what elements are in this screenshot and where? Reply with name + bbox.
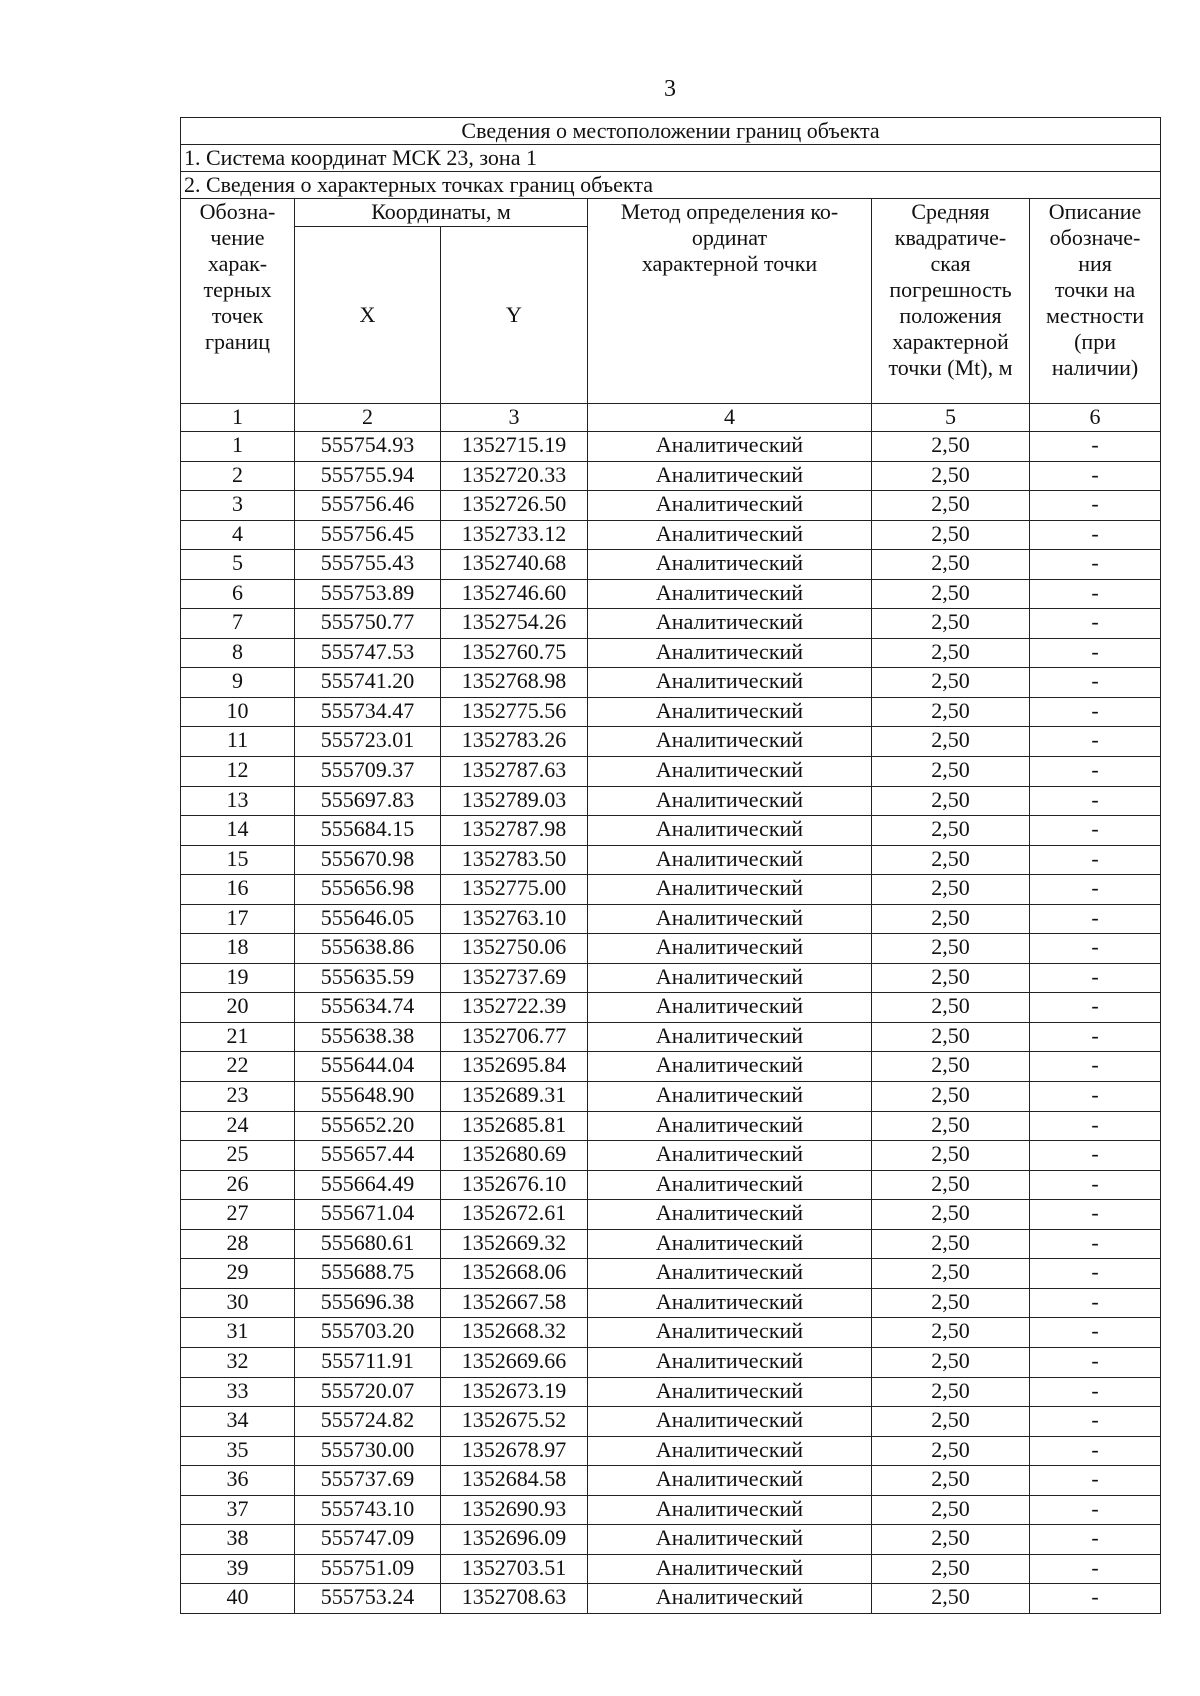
x-coordinate-cell: 555652.20 <box>295 1111 441 1141</box>
error-cell: 2,50 <box>872 934 1030 964</box>
point-number-cell: 6 <box>181 579 295 609</box>
y-coordinate-cell: 1352676.10 <box>441 1170 588 1200</box>
y-coordinate-cell: 1352668.06 <box>441 1259 588 1289</box>
error-cell: 2,50 <box>872 1200 1030 1230</box>
table-row <box>181 816 1161 846</box>
method-cell: Аналитический <box>588 1022 872 1052</box>
table-row <box>181 786 1161 816</box>
point-number-cell: 3 <box>181 491 295 521</box>
x-coordinate-cell: 555697.83 <box>295 786 441 816</box>
error-cell: 2,50 <box>872 757 1030 787</box>
method-cell: Аналитический <box>588 1229 872 1259</box>
y-coordinate-cell: 1352783.26 <box>441 727 588 757</box>
description-cell: - <box>1030 1377 1161 1407</box>
table-row <box>181 520 1161 550</box>
y-coordinate-cell: 1352775.56 <box>441 697 588 727</box>
x-coordinate-cell: 555680.61 <box>295 1229 441 1259</box>
description-cell: - <box>1030 875 1161 905</box>
coordinate-system-line: 1. Система координат МСК 23, зона 1 <box>181 145 1161 172</box>
description-cell: - <box>1030 1259 1161 1289</box>
error-cell: 2,50 <box>872 816 1030 846</box>
x-coordinate-cell: 555720.07 <box>295 1377 441 1407</box>
error-cell: 2,50 <box>872 579 1030 609</box>
y-coordinate-cell: 1352669.66 <box>441 1347 588 1377</box>
point-number-cell: 16 <box>181 875 295 905</box>
x-coordinate-cell: 555638.38 <box>295 1022 441 1052</box>
point-number-cell: 7 <box>181 609 295 639</box>
y-coordinate-cell: 1352669.32 <box>441 1229 588 1259</box>
method-cell: Аналитический <box>588 668 872 698</box>
x-coordinate-cell: 555730.00 <box>295 1436 441 1466</box>
method-cell: Аналитический <box>588 1082 872 1112</box>
point-number-cell: 29 <box>181 1259 295 1289</box>
error-cell: 2,50 <box>872 1436 1030 1466</box>
x-coordinate-cell: 555756.46 <box>295 491 441 521</box>
method-cell: Аналитический <box>588 579 872 609</box>
method-cell: Аналитический <box>588 904 872 934</box>
x-coordinate-cell: 555648.90 <box>295 1082 441 1112</box>
point-number-cell: 24 <box>181 1111 295 1141</box>
x-coordinate-cell: 555741.20 <box>295 668 441 698</box>
description-cell: - <box>1030 904 1161 934</box>
method-cell: Аналитический <box>588 993 872 1023</box>
table-row <box>181 1141 1161 1171</box>
header-y: Y <box>441 227 588 404</box>
table-row <box>181 491 1161 521</box>
error-cell: 2,50 <box>872 875 1030 905</box>
y-coordinate-cell: 1352678.97 <box>441 1436 588 1466</box>
column-number: 4 <box>588 404 872 432</box>
point-number-cell: 39 <box>181 1554 295 1584</box>
table-row <box>181 1554 1161 1584</box>
y-coordinate-cell: 1352673.19 <box>441 1377 588 1407</box>
point-number-cell: 33 <box>181 1377 295 1407</box>
x-coordinate-cell: 555747.09 <box>295 1525 441 1555</box>
table-row <box>181 1466 1161 1496</box>
description-cell: - <box>1030 579 1161 609</box>
column-number: 6 <box>1030 404 1161 432</box>
error-cell: 2,50 <box>872 727 1030 757</box>
x-coordinate-cell: 555724.82 <box>295 1407 441 1437</box>
error-cell: 2,50 <box>872 1141 1030 1171</box>
table-row <box>181 432 1161 462</box>
y-coordinate-cell: 1352726.50 <box>441 491 588 521</box>
y-coordinate-cell: 1352675.52 <box>441 1407 588 1437</box>
x-coordinate-cell: 555644.04 <box>295 1052 441 1082</box>
table-row <box>181 1525 1161 1555</box>
description-cell: - <box>1030 1200 1161 1230</box>
point-number-cell: 2 <box>181 461 295 491</box>
x-coordinate-cell: 555638.86 <box>295 934 441 964</box>
header-point-designation: Обозна- чение харак- терных точек границ <box>181 199 295 404</box>
x-coordinate-cell: 555703.20 <box>295 1318 441 1348</box>
x-coordinate-cell: 555709.37 <box>295 757 441 787</box>
error-cell: 2,50 <box>872 432 1030 462</box>
point-number-cell: 37 <box>181 1495 295 1525</box>
x-coordinate-cell: 555646.05 <box>295 904 441 934</box>
point-number-cell: 40 <box>181 1584 295 1614</box>
description-cell: - <box>1030 1022 1161 1052</box>
point-number-cell: 26 <box>181 1170 295 1200</box>
table-row <box>181 1436 1161 1466</box>
method-cell: Аналитический <box>588 1466 872 1496</box>
error-cell: 2,50 <box>872 1495 1030 1525</box>
description-cell: - <box>1030 963 1161 993</box>
point-number-cell: 21 <box>181 1022 295 1052</box>
x-coordinate-cell: 555657.44 <box>295 1141 441 1171</box>
description-cell: - <box>1030 1525 1161 1555</box>
x-coordinate-cell: 555753.24 <box>295 1584 441 1614</box>
method-cell: Аналитический <box>588 697 872 727</box>
method-cell: Аналитический <box>588 1347 872 1377</box>
description-cell: - <box>1030 1170 1161 1200</box>
x-coordinate-cell: 555743.10 <box>295 1495 441 1525</box>
x-coordinate-cell: 555684.15 <box>295 816 441 846</box>
y-coordinate-cell: 1352740.68 <box>441 550 588 580</box>
point-number-cell: 12 <box>181 757 295 787</box>
point-number-cell: 34 <box>181 1407 295 1437</box>
characteristic-points-line: 2. Сведения о характерных точках границ объекта <box>181 172 1161 199</box>
y-coordinate-cell: 1352775.00 <box>441 875 588 905</box>
point-number-cell: 13 <box>181 786 295 816</box>
method-cell: Аналитический <box>588 1407 872 1437</box>
x-coordinate-cell: 555755.43 <box>295 550 441 580</box>
method-cell: Аналитический <box>588 727 872 757</box>
point-number-cell: 36 <box>181 1466 295 1496</box>
method-cell: Аналитический <box>588 1200 872 1230</box>
table-row <box>181 550 1161 580</box>
y-coordinate-cell: 1352737.69 <box>441 963 588 993</box>
point-number-cell: 18 <box>181 934 295 964</box>
description-cell: - <box>1030 845 1161 875</box>
table-row <box>181 1259 1161 1289</box>
error-cell: 2,50 <box>872 1466 1030 1496</box>
header-method: Метод определения ко- ординат характерной точки <box>588 199 872 404</box>
point-number-cell: 32 <box>181 1347 295 1377</box>
x-coordinate-cell: 555670.98 <box>295 845 441 875</box>
table-row <box>181 1022 1161 1052</box>
y-coordinate-cell: 1352690.93 <box>441 1495 588 1525</box>
column-number: 3 <box>441 404 588 432</box>
x-coordinate-cell: 555635.59 <box>295 963 441 993</box>
description-cell: - <box>1030 491 1161 521</box>
description-cell: - <box>1030 461 1161 491</box>
column-number: 1 <box>181 404 295 432</box>
table-row <box>181 461 1161 491</box>
table-row <box>181 1111 1161 1141</box>
error-cell: 2,50 <box>872 491 1030 521</box>
description-cell: - <box>1030 786 1161 816</box>
method-cell: Аналитический <box>588 875 872 905</box>
method-cell: Аналитический <box>588 1495 872 1525</box>
description-cell: - <box>1030 520 1161 550</box>
table-row <box>181 668 1161 698</box>
error-cell: 2,50 <box>872 1525 1030 1555</box>
method-cell: Аналитический <box>588 1436 872 1466</box>
error-cell: 2,50 <box>872 786 1030 816</box>
method-cell: Аналитический <box>588 1111 872 1141</box>
x-coordinate-cell: 555634.74 <box>295 993 441 1023</box>
header-coordinates: Координаты, м <box>295 199 588 227</box>
point-number-cell: 1 <box>181 432 295 462</box>
column-number: 5 <box>872 404 1030 432</box>
y-coordinate-cell: 1352733.12 <box>441 520 588 550</box>
x-coordinate-cell: 555747.53 <box>295 638 441 668</box>
description-cell: - <box>1030 668 1161 698</box>
error-cell: 2,50 <box>872 1584 1030 1614</box>
x-coordinate-cell: 555723.01 <box>295 727 441 757</box>
method-cell: Аналитический <box>588 1288 872 1318</box>
error-cell: 2,50 <box>872 609 1030 639</box>
description-cell: - <box>1030 1407 1161 1437</box>
description-cell: - <box>1030 1052 1161 1082</box>
error-cell: 2,50 <box>872 904 1030 934</box>
x-coordinate-cell: 555734.47 <box>295 697 441 727</box>
table-row <box>181 638 1161 668</box>
y-coordinate-cell: 1352708.63 <box>441 1584 588 1614</box>
point-number-cell: 23 <box>181 1082 295 1112</box>
table-row <box>181 579 1161 609</box>
error-cell: 2,50 <box>872 993 1030 1023</box>
method-cell: Аналитический <box>588 550 872 580</box>
point-number-cell: 30 <box>181 1288 295 1318</box>
error-cell: 2,50 <box>872 1554 1030 1584</box>
point-number-cell: 38 <box>181 1525 295 1555</box>
table-row <box>181 727 1161 757</box>
y-coordinate-cell: 1352750.06 <box>441 934 588 964</box>
table-row <box>181 1229 1161 1259</box>
method-cell: Аналитический <box>588 845 872 875</box>
description-cell: - <box>1030 638 1161 668</box>
description-cell: - <box>1030 1495 1161 1525</box>
point-number-cell: 4 <box>181 520 295 550</box>
description-cell: - <box>1030 727 1161 757</box>
method-cell: Аналитический <box>588 1052 872 1082</box>
point-number-cell: 25 <box>181 1141 295 1171</box>
y-coordinate-cell: 1352722.39 <box>441 993 588 1023</box>
x-coordinate-cell: 555737.69 <box>295 1466 441 1496</box>
error-cell: 2,50 <box>872 1407 1030 1437</box>
table-row <box>181 1288 1161 1318</box>
error-cell: 2,50 <box>872 845 1030 875</box>
point-number-cell: 17 <box>181 904 295 934</box>
y-coordinate-cell: 1352684.58 <box>441 1466 588 1496</box>
point-number-cell: 28 <box>181 1229 295 1259</box>
error-cell: 2,50 <box>872 668 1030 698</box>
description-cell: - <box>1030 609 1161 639</box>
point-number-cell: 22 <box>181 1052 295 1082</box>
x-coordinate-cell: 555656.98 <box>295 875 441 905</box>
boundary-points-table <box>180 117 1161 1614</box>
method-cell: Аналитический <box>588 638 872 668</box>
y-coordinate-cell: 1352746.60 <box>441 579 588 609</box>
point-number-cell: 35 <box>181 1436 295 1466</box>
table-row <box>181 697 1161 727</box>
method-cell: Аналитический <box>588 816 872 846</box>
description-cell: - <box>1030 1318 1161 1348</box>
description-cell: - <box>1030 1347 1161 1377</box>
header-description: Описание обозначе- ния точки на местности (при наличии) <box>1030 199 1161 404</box>
point-number-cell: 20 <box>181 993 295 1023</box>
method-cell: Аналитический <box>588 1377 872 1407</box>
description-cell: - <box>1030 697 1161 727</box>
method-cell: Аналитический <box>588 786 872 816</box>
description-cell: - <box>1030 1229 1161 1259</box>
point-number-cell: 11 <box>181 727 295 757</box>
y-coordinate-cell: 1352715.19 <box>441 432 588 462</box>
description-cell: - <box>1030 1466 1161 1496</box>
method-cell: Аналитический <box>588 1318 872 1348</box>
error-cell: 2,50 <box>872 1318 1030 1348</box>
method-cell: Аналитический <box>588 757 872 787</box>
point-number-cell: 31 <box>181 1318 295 1348</box>
error-cell: 2,50 <box>872 1229 1030 1259</box>
y-coordinate-cell: 1352787.98 <box>441 816 588 846</box>
error-cell: 2,50 <box>872 1082 1030 1112</box>
x-coordinate-cell: 555664.49 <box>295 1170 441 1200</box>
method-cell: Аналитический <box>588 609 872 639</box>
y-coordinate-cell: 1352695.84 <box>441 1052 588 1082</box>
description-cell: - <box>1030 1111 1161 1141</box>
method-cell: Аналитический <box>588 1584 872 1614</box>
y-coordinate-cell: 1352760.75 <box>441 638 588 668</box>
y-coordinate-cell: 1352787.63 <box>441 757 588 787</box>
table-row <box>181 1377 1161 1407</box>
y-coordinate-cell: 1352703.51 <box>441 1554 588 1584</box>
table-row <box>181 1347 1161 1377</box>
table-row <box>181 963 1161 993</box>
error-cell: 2,50 <box>872 1377 1030 1407</box>
description-cell: - <box>1030 1288 1161 1318</box>
x-coordinate-cell: 555711.91 <box>295 1347 441 1377</box>
description-cell: - <box>1030 1554 1161 1584</box>
table-row <box>181 845 1161 875</box>
table-title: Сведения о местоположении границ объекта <box>181 118 1161 145</box>
error-cell: 2,50 <box>872 1111 1030 1141</box>
error-cell: 2,50 <box>872 1259 1030 1289</box>
error-cell: 2,50 <box>872 520 1030 550</box>
description-cell: - <box>1030 816 1161 846</box>
error-cell: 2,50 <box>872 1052 1030 1082</box>
method-cell: Аналитический <box>588 963 872 993</box>
table-row <box>181 1584 1161 1614</box>
y-coordinate-cell: 1352689.31 <box>441 1082 588 1112</box>
table-row <box>181 1082 1161 1112</box>
table-row <box>181 1318 1161 1348</box>
x-coordinate-cell: 555756.45 <box>295 520 441 550</box>
y-coordinate-cell: 1352706.77 <box>441 1022 588 1052</box>
table-row <box>181 1495 1161 1525</box>
description-cell: - <box>1030 993 1161 1023</box>
y-coordinate-cell: 1352680.69 <box>441 1141 588 1171</box>
description-cell: - <box>1030 1584 1161 1614</box>
error-cell: 2,50 <box>872 1170 1030 1200</box>
y-coordinate-cell: 1352768.98 <box>441 668 588 698</box>
page-number: 3 <box>664 76 676 102</box>
method-cell: Аналитический <box>588 1525 872 1555</box>
error-cell: 2,50 <box>872 697 1030 727</box>
x-coordinate-cell: 555750.77 <box>295 609 441 639</box>
description-cell: - <box>1030 1082 1161 1112</box>
header-x: X <box>295 227 441 404</box>
table-row <box>181 875 1161 905</box>
y-coordinate-cell: 1352783.50 <box>441 845 588 875</box>
method-cell: Аналитический <box>588 491 872 521</box>
table-row <box>181 1170 1161 1200</box>
y-coordinate-cell: 1352667.58 <box>441 1288 588 1318</box>
table-row <box>181 1052 1161 1082</box>
error-cell: 2,50 <box>872 963 1030 993</box>
x-coordinate-cell: 555755.94 <box>295 461 441 491</box>
header-mean-square-error: Средняя квадратиче- ская погрешность положения характерной точки (Mt), м <box>872 199 1030 404</box>
x-coordinate-cell: 555671.04 <box>295 1200 441 1230</box>
y-coordinate-cell: 1352789.03 <box>441 786 588 816</box>
point-number-cell: 5 <box>181 550 295 580</box>
description-cell: - <box>1030 1141 1161 1171</box>
method-cell: Аналитический <box>588 1259 872 1289</box>
x-coordinate-cell: 555754.93 <box>295 432 441 462</box>
column-number: 2 <box>295 404 441 432</box>
table-row <box>181 993 1161 1023</box>
method-cell: Аналитический <box>588 1554 872 1584</box>
table-row <box>181 1407 1161 1437</box>
point-number-cell: 19 <box>181 963 295 993</box>
table-row <box>181 934 1161 964</box>
method-cell: Аналитический <box>588 461 872 491</box>
point-number-cell: 10 <box>181 697 295 727</box>
y-coordinate-cell: 1352754.26 <box>441 609 588 639</box>
point-number-cell: 27 <box>181 1200 295 1230</box>
method-cell: Аналитический <box>588 520 872 550</box>
x-coordinate-cell: 555751.09 <box>295 1554 441 1584</box>
x-coordinate-cell: 555688.75 <box>295 1259 441 1289</box>
table-row <box>181 609 1161 639</box>
y-coordinate-cell: 1352668.32 <box>441 1318 588 1348</box>
error-cell: 2,50 <box>872 1022 1030 1052</box>
description-cell: - <box>1030 550 1161 580</box>
table-row <box>181 757 1161 787</box>
point-number-cell: 14 <box>181 816 295 846</box>
method-cell: Аналитический <box>588 934 872 964</box>
table-row <box>181 904 1161 934</box>
error-cell: 2,50 <box>872 550 1030 580</box>
table-row <box>181 1200 1161 1230</box>
error-cell: 2,50 <box>872 1347 1030 1377</box>
point-number-cell: 9 <box>181 668 295 698</box>
y-coordinate-cell: 1352720.33 <box>441 461 588 491</box>
error-cell: 2,50 <box>872 461 1030 491</box>
point-number-cell: 8 <box>181 638 295 668</box>
y-coordinate-cell: 1352685.81 <box>441 1111 588 1141</box>
x-coordinate-cell: 555753.89 <box>295 579 441 609</box>
error-cell: 2,50 <box>872 1288 1030 1318</box>
method-cell: Аналитический <box>588 432 872 462</box>
description-cell: - <box>1030 432 1161 462</box>
y-coordinate-cell: 1352672.61 <box>441 1200 588 1230</box>
description-cell: - <box>1030 757 1161 787</box>
method-cell: Аналитический <box>588 1170 872 1200</box>
x-coordinate-cell: 555696.38 <box>295 1288 441 1318</box>
y-coordinate-cell: 1352763.10 <box>441 904 588 934</box>
point-number-cell: 15 <box>181 845 295 875</box>
description-cell: - <box>1030 934 1161 964</box>
error-cell: 2,50 <box>872 638 1030 668</box>
description-cell: - <box>1030 1436 1161 1466</box>
method-cell: Аналитический <box>588 1141 872 1171</box>
y-coordinate-cell: 1352696.09 <box>441 1525 588 1555</box>
